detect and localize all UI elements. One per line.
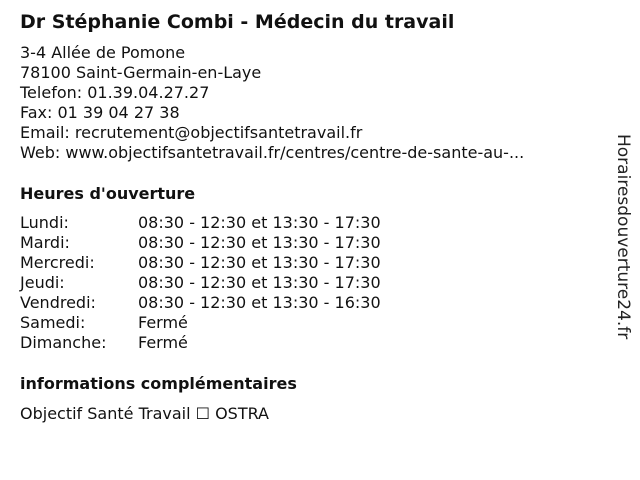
address-line-1: 3-4 Allée de Pomone [20, 43, 186, 62]
time-value: Fermé [138, 333, 188, 352]
phone-number: Telefon: 01.39.04.27.27 [20, 83, 210, 102]
address-line-2: 78100 Saint-Germain-en-Laye [20, 63, 262, 82]
hours-heading: Heures d'ouverture [20, 184, 196, 203]
time-value: 08:30 - 12:30 et 13:30 - 17:30 [138, 273, 381, 292]
day-label: Lundi: [20, 213, 69, 232]
day-label: Samedi: [20, 313, 86, 332]
day-label: Dimanche: [20, 333, 107, 352]
contact-block [20, 43, 524, 163]
website-url: Web: www.objectifsantetravail.fr/centres/centre-de-sante-au-... [20, 143, 525, 162]
site-watermark: Horairesdouverture24.fr [613, 134, 633, 340]
info-text: Objectif Santé Travail ☐ OSTRA [20, 404, 269, 423]
fax-number: Fax: 01 39 04 27 38 [20, 103, 180, 122]
time-value: 08:30 - 12:30 et 13:30 - 17:30 [138, 253, 381, 272]
page-title: Dr Stéphanie Combi - Médecin du travail [20, 11, 455, 33]
day-label: Mardi: [20, 233, 70, 252]
day-label: Vendredi: [20, 293, 96, 312]
time-value: 08:30 - 12:30 et 13:30 - 17:30 [138, 213, 381, 232]
time-value: 08:30 - 12:30 et 13:30 - 16:30 [138, 293, 381, 312]
day-label: Mercredi: [20, 253, 95, 272]
time-value: Fermé [138, 313, 188, 332]
email-address: Email: recrutement@objectifsantetravail.fr [20, 123, 363, 142]
day-label: Jeudi: [20, 273, 65, 292]
time-value: 08:30 - 12:30 et 13:30 - 17:30 [138, 233, 381, 252]
info-heading: informations complémentaires [20, 374, 297, 393]
